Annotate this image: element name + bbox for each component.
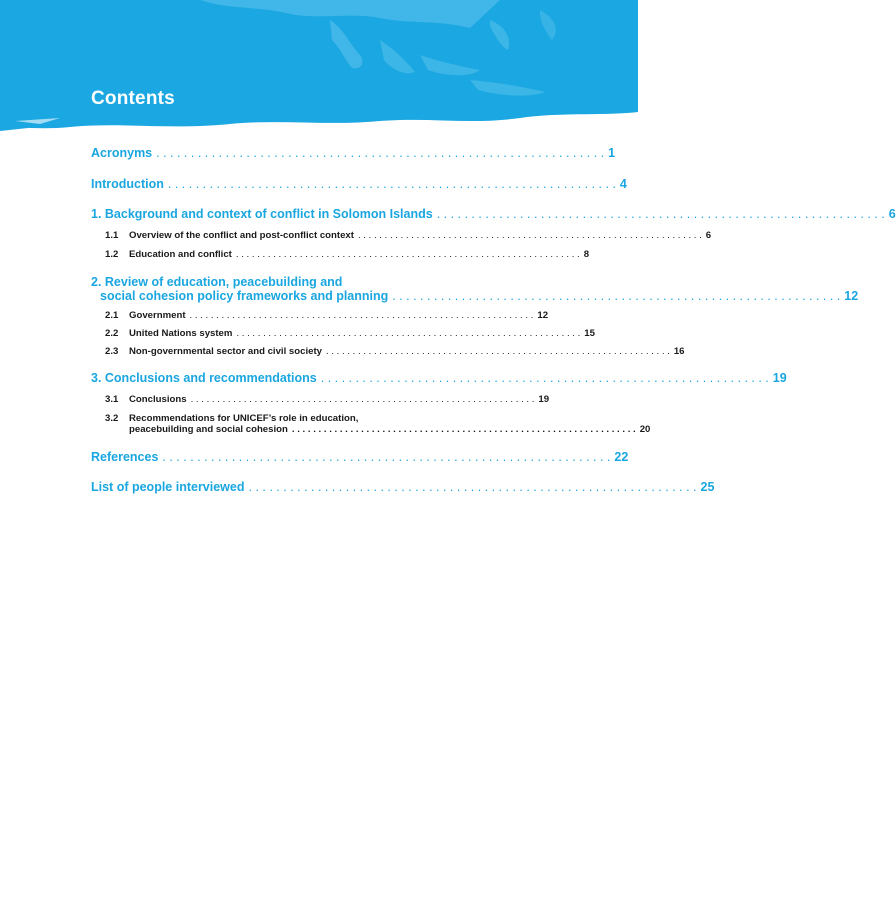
toc-page-number: 19: [538, 394, 550, 405]
toc-entry-text-line1: Recommendations for UNICEF’s role in education,: [129, 413, 359, 424]
toc-entry-introduction[interactable]: [91, 177, 627, 191]
toc-entry-1-2[interactable]: [91, 249, 590, 260]
toc-entry-text: Education and conflict: [129, 249, 232, 260]
toc-leader-dots: . . . . . . . . . . . . . . . . . . . . . . . . . . . . . . . . . . . . . . . . . . . . . . . . . . . . . . . . . . . . . . . . .: [189, 310, 534, 321]
toc-leader-dots: . . . . . . . . . . . . . . . . . . . . . . . . . . . . . . . . . . . . . . . . . . . . . . . . . . . . . . . . . . . . . . . . .: [248, 480, 697, 494]
toc-entry-number: 2.2: [105, 328, 119, 339]
toc-entry-text: Overview of the conflict and post-conflict context: [129, 230, 354, 241]
toc-entry-number: 2.1: [105, 310, 119, 321]
toc-entry-1-1[interactable]: [91, 230, 712, 241]
toc-entry-text: Conclusions: [129, 394, 187, 405]
toc-entry-acronyms[interactable]: [91, 146, 616, 160]
page-title: Contents: [91, 88, 175, 109]
toc-leader-dots: . . . . . . . . . . . . . . . . . . . . . . . . . . . . . . . . . . . . . . . . . . . . . . . . . . . . . . . . . . . . . . . . .: [357, 230, 702, 241]
toc-leader-dots: . . . . . . . . . . . . . . . . . . . . . . . . . . . . . . . . . . . . . . . . . . . . . . . . . . . . . . . . . . . . . . . . .: [235, 249, 580, 260]
toc-entry-text: Non-governmental sector and civil society: [129, 346, 322, 357]
toc-leader-dots: . . . . . . . . . . . . . . . . . . . . . . . . . . . . . . . . . . . . . . . . . . . . . . . . . . . . . . . . . . . . . . . . .: [436, 207, 885, 221]
toc-leader-dots: . . . . . . . . . . . . . . . . . . . . . . . . . . . . . . . . . . . . . . . . . . . . . . . . . . . . . . . . . . . . . . . . .: [291, 424, 636, 435]
toc-page-number: 15: [584, 328, 595, 339]
toc-entry-text: Government: [129, 310, 186, 321]
toc-entry-number: 3.1: [105, 394, 119, 405]
toc-page-number: 12: [537, 310, 549, 321]
header-banner: [0, 0, 638, 140]
toc-page-number: 19: [772, 371, 787, 385]
toc-entry-text: Acronyms: [91, 146, 153, 160]
map-banner-graphic: [0, 0, 638, 140]
toc-entry-text: 1. Background and context of conflict in Solomon Islands: [91, 207, 433, 221]
toc-entry-people-interviewed[interactable]: [91, 480, 715, 494]
toc-page-number: 4: [619, 177, 627, 191]
toc-page-number: 22: [614, 450, 629, 464]
toc-entry-text-line2: social cohesion policy frameworks and planning: [100, 289, 389, 303]
toc-leader-dots: . . . . . . . . . . . . . . . . . . . . . . . . . . . . . . . . . . . . . . . . . . . . . . . . . . . . . . . . . . . . . . . . .: [326, 346, 670, 357]
toc-entry-section-3[interactable]: [91, 371, 787, 385]
toc-page-number: 16: [673, 346, 685, 357]
toc-entry-text: References: [91, 450, 159, 464]
toc-entry-number: 1.2: [105, 249, 119, 260]
toc-page-number: 6: [888, 207, 896, 221]
toc-entry-2-2[interactable]: [91, 328, 595, 339]
toc-entry-number: 3.2: [105, 413, 119, 424]
toc-entry-text-line2: peacebuilding and social cohesion: [129, 424, 288, 435]
toc-page-number: 12: [844, 289, 859, 303]
toc-entry-3-2[interactable]: [91, 413, 651, 435]
table-of-contents: [91, 146, 896, 494]
toc-leader-dots: . . . . . . . . . . . . . . . . . . . . . . . . . . . . . . . . . . . . . . . . . . . . . . . . . . . . . . . . . . . . . . . . .: [320, 371, 769, 385]
toc-leader-dots: . . . . . . . . . . . . . . . . . . . . . . . . . . . . . . . . . . . . . . . . . . . . . . . . . . . . . . . . . . . . . . . . .: [236, 328, 581, 339]
toc-page-number: 20: [639, 424, 651, 435]
toc-entry-text: List of people interviewed: [91, 480, 245, 494]
toc-entry-references[interactable]: [91, 450, 629, 464]
toc-entry-text: 3. Conclusions and recommendations: [91, 371, 317, 385]
toc-leader-dots: . . . . . . . . . . . . . . . . . . . . . . . . . . . . . . . . . . . . . . . . . . . . . . . . . . . . . . . . . . . . . . . . .: [156, 146, 605, 160]
toc-entry-2-1[interactable]: [91, 310, 547, 321]
toc-page-number: 6: [705, 230, 712, 241]
toc-leader-dots: . . . . . . . . . . . . . . . . . . . . . . . . . . . . . . . . . . . . . . . . . . . . . . . . . . . . . . . . . . . . . . . . .: [162, 450, 611, 464]
toc-leader-dots: . . . . . . . . . . . . . . . . . . . . . . . . . . . . . . . . . . . . . . . . . . . . . . . . . . . . . . . . . . . . . . . . .: [167, 177, 616, 191]
toc-entry-number: 2.3: [105, 346, 119, 357]
toc-leader-dots: . . . . . . . . . . . . . . . . . . . . . . . . . . . . . . . . . . . . . . . . . . . . . . . . . . . . . . . . . . . . . . . . .: [190, 394, 535, 405]
toc-page-number: 1: [608, 146, 616, 160]
toc-leader-dots: . . . . . . . . . . . . . . . . . . . . . . . . . . . . . . . . . . . . . . . . . . . . . . . . . . . . . . . . . . . . . . . . .: [392, 289, 841, 303]
toc-entry-text: Introduction: [91, 177, 164, 191]
toc-page-number: 8: [583, 249, 590, 260]
toc-entry-section-2[interactable]: [91, 275, 859, 303]
toc-entry-section-1[interactable]: [91, 207, 896, 221]
toc-entry-text-line1: 2. Review of education, peacebuilding and: [91, 275, 343, 289]
toc-entry-2-3[interactable]: [91, 346, 685, 357]
toc-entry-number: 1.1: [105, 230, 119, 241]
toc-entry-3-1[interactable]: [91, 394, 550, 405]
toc-entry-text: United Nations system: [129, 328, 233, 339]
toc-page-number: 25: [700, 480, 715, 494]
